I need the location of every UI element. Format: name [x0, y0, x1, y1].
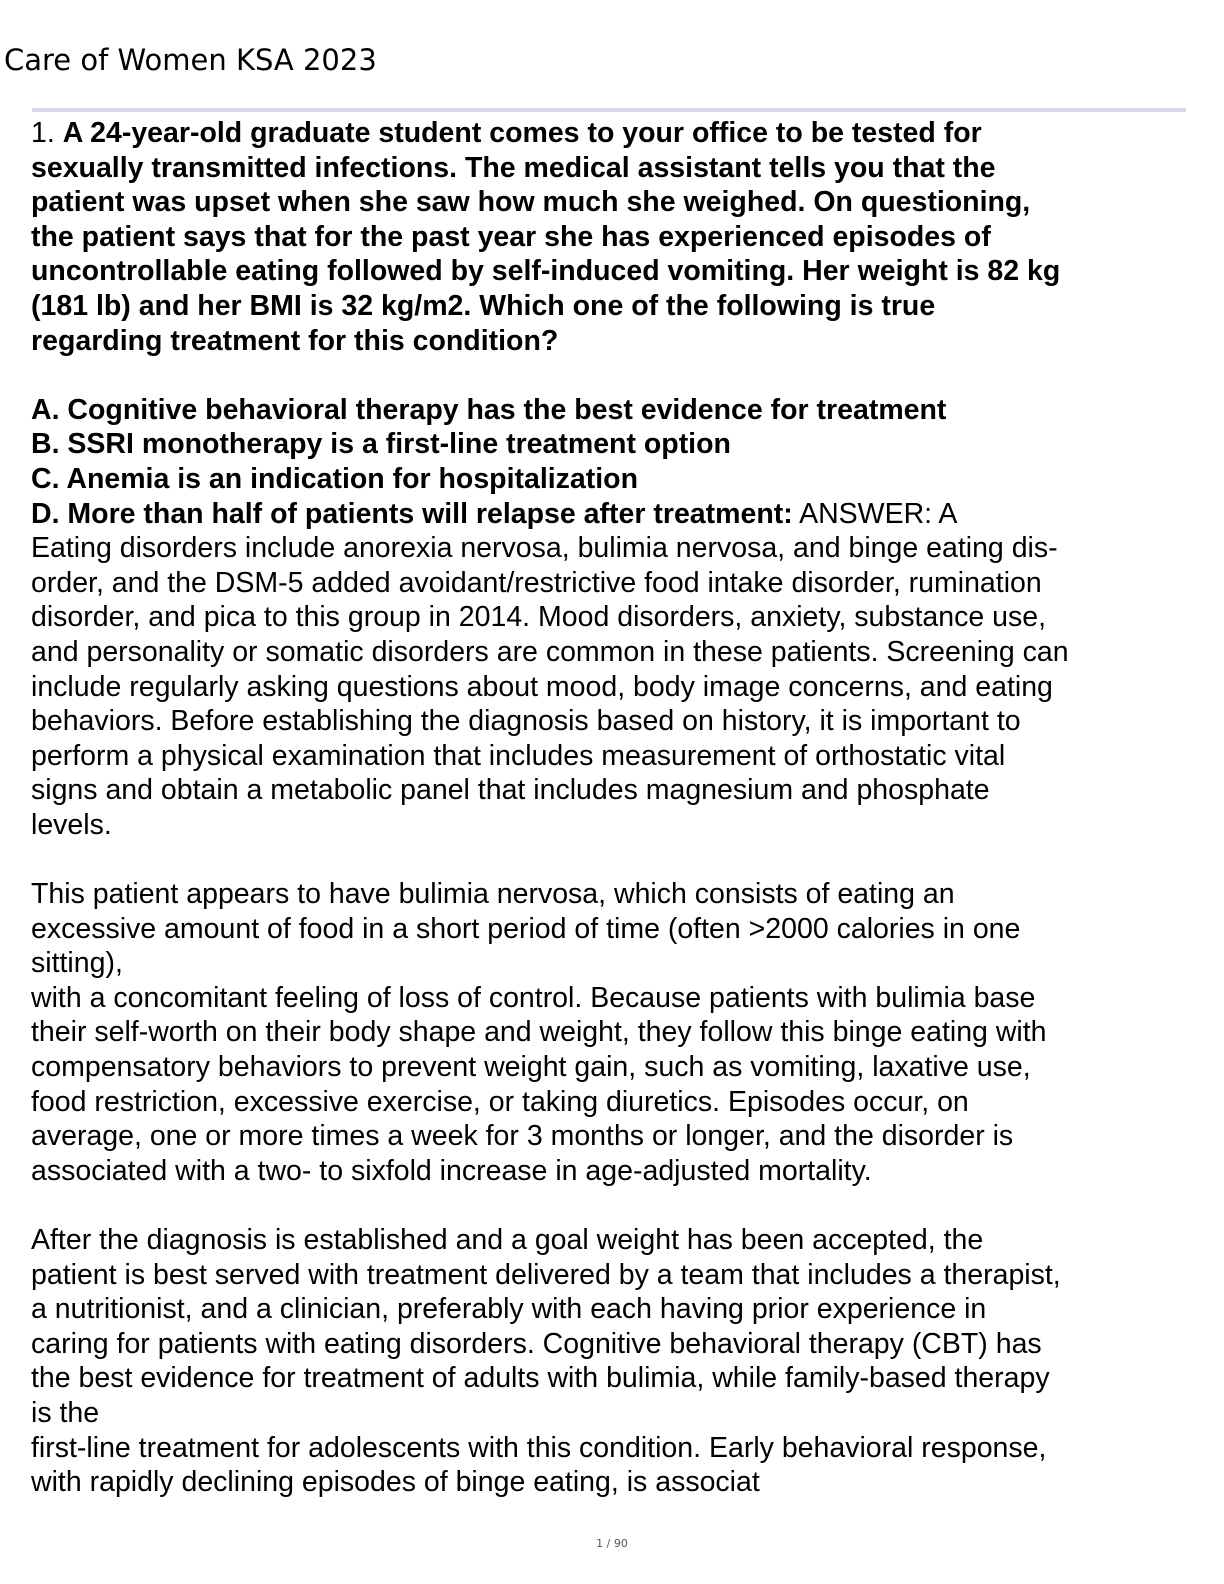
text-line: order, and the DSM-5 added avoidant/restrictive food intake disorder, rumination [31, 566, 1042, 599]
text-line: signs and obtain a metabolic panel that includes magnesium and phosphate [31, 774, 990, 807]
question-line: regarding treatment for this condition? [31, 324, 559, 357]
answer-key: ANSWER: A [792, 497, 958, 530]
option-c: C. Anemia is an indication for hospitalization [31, 462, 639, 495]
question-line: uncontrollable eating followed by self-induced vomiting. Her weight is 82 kg [31, 255, 1061, 288]
text-line: associated with a two- to sixfold increase in age-adjusted mortality. [31, 1154, 872, 1187]
text-line: with rapidly declining episodes of binge eating, is associat [31, 1466, 760, 1499]
page-indicator: 1 / 90 [596, 1537, 628, 1550]
text-line: Eating disorders include anorexia nervosa, bulimia nervosa, and binge eating dis- [31, 532, 1058, 565]
text-line: patient is best served with treatment delivered by a team that includes a therapist, [31, 1258, 1061, 1291]
question-line: (181 lb) and her BMI is 32 kg/m2. Which one of the following is true [31, 289, 936, 322]
answer-options [31, 393, 1201, 531]
document-title: Care of Women KSA 2023 [4, 43, 377, 77]
explanation-paragraph-1 [31, 531, 1201, 842]
question-stem-first-line: A 24-year-old graduate student comes to your office to be tested for [62, 117, 982, 149]
text-line: behaviors. Before establishing the diagnosis based on history, it is important to [31, 705, 1021, 738]
text-line: perform a physical examination that includes measurement of orthostatic vital [31, 739, 1006, 772]
option-b: B. SSRI monotherapy is a first-line treatment option [31, 428, 731, 461]
text-line: caring for patients with eating disorders. Cognitive behavioral therapy (CBT) has [31, 1327, 1042, 1360]
text-line: a nutritionist, and a clinician, preferably with each having prior experience in [31, 1293, 987, 1326]
text-line: average, one or more times a week for 3 months or longer, and the disorder is [31, 1120, 1014, 1153]
text-line: and personality or somatic disorders are common in these patients. Screening can [31, 635, 1069, 668]
text-line: This patient appears to have bulimia nervosa, which consists of eating an [31, 878, 955, 911]
text-line: After the diagnosis is established and a goal weight has been accepted, the [31, 1224, 984, 1256]
text-line: their self-worth on their body shape and weight, they follow this binge eating with [31, 1016, 1047, 1049]
question-line: sexually transmitted infections. The medical assistant tells you that the [31, 151, 996, 184]
text-line: sitting), [31, 947, 123, 980]
text-line: disorder, and pica to this group in 2014. Mood disorders, anxiety, substance use, [31, 601, 1046, 634]
explanation-paragraph-3 [31, 1223, 1201, 1500]
question-line [31, 116, 1201, 151]
option-a: A. Cognitive behavioral therapy has the best evidence for treatment [31, 393, 947, 426]
question-line: the patient says that for the past year she has experienced episodes of [31, 220, 991, 253]
text-line: with a concomitant feeling of loss of control. Because patients with bulimia base [31, 981, 1036, 1014]
page-content [31, 116, 1201, 1500]
text-line: the best evidence for treatment of adults with bulimia, while family-based therapy [31, 1362, 1050, 1395]
question-stem [31, 116, 1201, 358]
text-line: excessive amount of food in a short period of time (often >2000 calories in one [31, 912, 1021, 945]
text-line: food restriction, excessive exercise, or taking diuretics. Episodes occur, on [31, 1085, 969, 1118]
option-d: D. More than half of patients will relapse after treatment: [31, 497, 793, 530]
option-d-line [31, 497, 1201, 532]
text-line: first-line treatment for adolescents with this condition. Early behavioral response, [31, 1431, 1047, 1464]
title-divider [32, 108, 1186, 112]
text-line: compensatory behaviors to prevent weight gain, such as vomiting, laxative use, [31, 1051, 1031, 1084]
text-line: is the [31, 1396, 100, 1429]
explanation-paragraph-2 [31, 877, 1201, 1188]
text-line: include regularly asking questions about mood, body image concerns, and eating [31, 670, 1053, 703]
question-line: patient was upset when she saw how much she weighed. On questioning, [31, 186, 1031, 219]
question-number: 1. [31, 117, 55, 149]
text-line: levels. [31, 808, 112, 841]
